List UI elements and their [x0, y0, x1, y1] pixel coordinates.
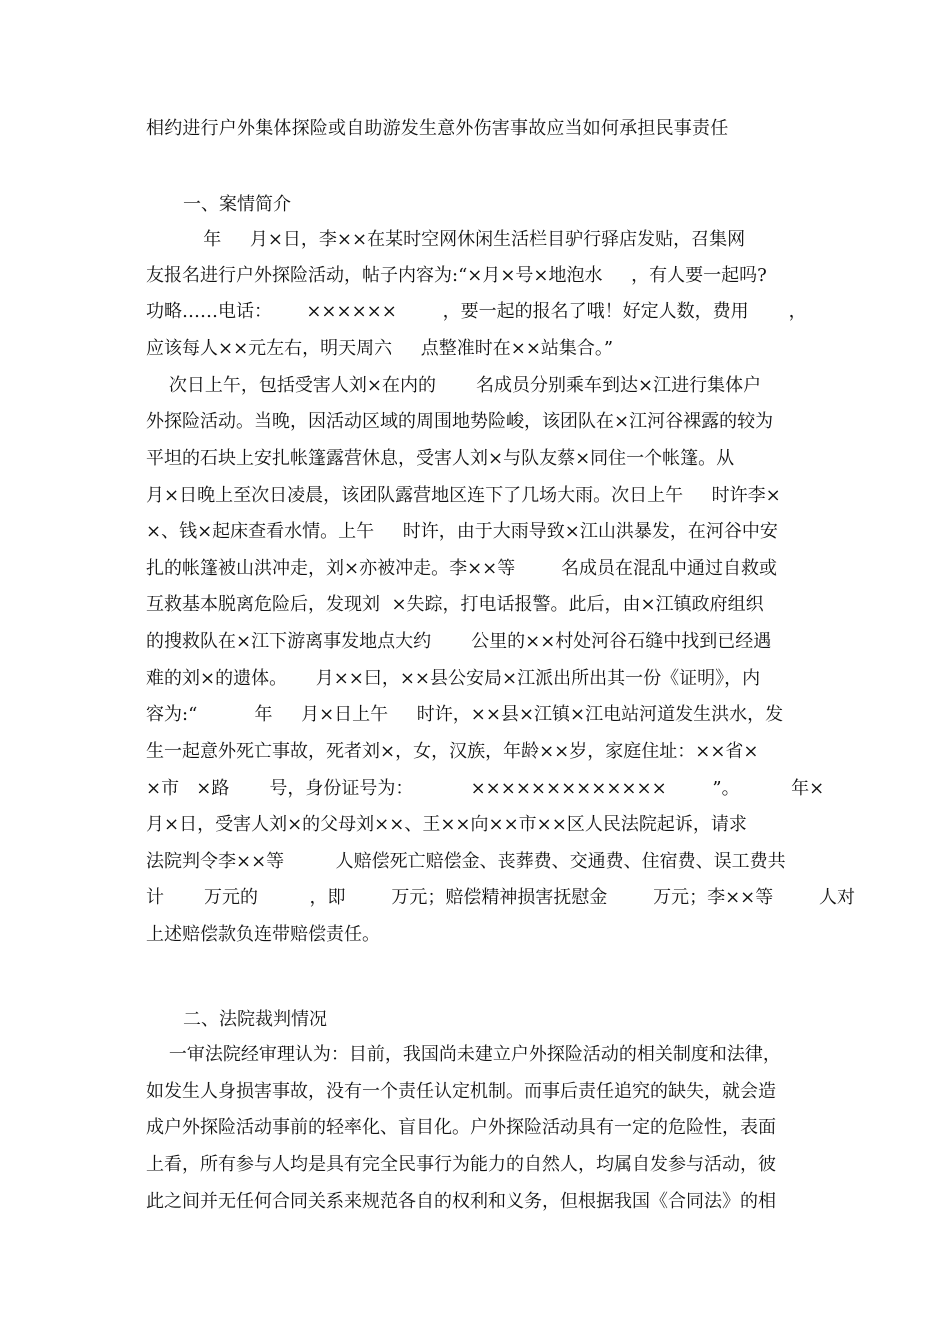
paragraph-line: 法院判令李××等 人赔偿死亡赔偿金、丧葬费、交通费、住宿费、误工费共: [146, 851, 786, 872]
paragraph-line: 扎的帐篷被山洪冲走，刘×亦被冲走。李××等 名成员在混乱中通过自救或: [146, 558, 778, 579]
paragraph-line: 应该每人××元左右，明天周六 点整准时在××站集合。”: [146, 338, 614, 359]
paragraph-line: 难的刘×的遗体。 月××曰，××县公安局×江派出所出其一份《证明》，内: [146, 668, 761, 689]
paragraph-line: 上述赔偿款负连带赔偿责任。: [146, 924, 380, 945]
paragraph-line: 的搜救队在×江下游离事发地点大约 公里的××村处河谷石缝中找到已经遇: [146, 631, 772, 652]
paragraph-line: 计 万元的 ，即 万元；赔偿精神损害抚慰金 万元；李××等 人对: [146, 887, 856, 908]
paragraph-line: 上看，所有参与人均是具有完全民事行为能力的自然人，均属自发参与活动，彼: [146, 1154, 776, 1175]
paragraph-line: 次日上午，包括受害人刘×在内的 名成员分别乘车到达×江进行集体户: [146, 375, 762, 396]
section-heading-case-summary: 一、案情简介: [183, 194, 291, 215]
paragraph-line: 年 月×日，李××在某时空网休闲生活栏目驴行驿店发贴，召集网: [146, 229, 746, 250]
paragraph-line: 月×日，受害人刘×的父母刘××、王××向××市××区人民法院起诉，请求: [146, 814, 747, 835]
paragraph-line: 成户外探险活动事前的轻率化、盲目化。户外探险活动具有一定的危险性，表面: [146, 1117, 776, 1138]
paragraph-line: 容为:“ 年 月×日上午 时许，××县×江镇×江电站河道发生洪水，发: [146, 704, 784, 725]
paragraph-line: 此之间并无任何合同关系来规范各自的权利和义务，但根据我国《合同法》的相: [146, 1191, 776, 1212]
paragraph-line: ×、钱×起床查看水情。上午 时许，由于大雨导致×江山洪暴发，在河谷中安: [146, 521, 778, 542]
paragraph-line: 如发生人身损害事故，没有一个责任认定机制。而事后责任追究的缺失，就会造: [146, 1081, 776, 1102]
paragraph-line: 功略……电话： ×××××× ，要一起的报名了哦！好定人数，费用 ，: [146, 301, 807, 322]
paragraph-line: 互救基本脱离危险后，发现刘 ×失踪，打电话报警。此后，由×江镇政府组织: [146, 594, 764, 615]
paragraph-line: ×市 ×路 号，身份证号为： ××××××××××××× ”。 年×: [146, 778, 825, 799]
paragraph-line: 一审法院经审理认为：目前，我国尚未建立户外探险活动的相关制度和法律，: [146, 1044, 781, 1065]
document-title: 相约进行户外集体探险或自助游发生意外伤害事故应当如何承担民事责任: [146, 118, 729, 139]
paragraph-line: 平坦的石块上安扎帐篷露营休息，受害人刘×与队友蔡×同住一个帐篷。从: [146, 448, 735, 469]
paragraph-line: 外探险活动。当晚，因活动区域的周围地势险峻，该团队在×江河谷裸露的较为: [146, 411, 774, 432]
paragraph-line: 友报名进行户外探险活动，帖子内容为:“×月×号×地泡水 ，有人要一起吗?: [146, 265, 767, 286]
section-heading-court-ruling: 二、法院裁判情况: [183, 1009, 327, 1030]
paragraph-line: 月×日晚上至次日凌晨，该团队露营地区连下了几场大雨。次日上午 时许李×: [146, 485, 781, 506]
paragraph-line: 生一起意外死亡事故，死者刘×，女，汉族，年龄××岁，家庭住址：××省×: [146, 741, 759, 762]
